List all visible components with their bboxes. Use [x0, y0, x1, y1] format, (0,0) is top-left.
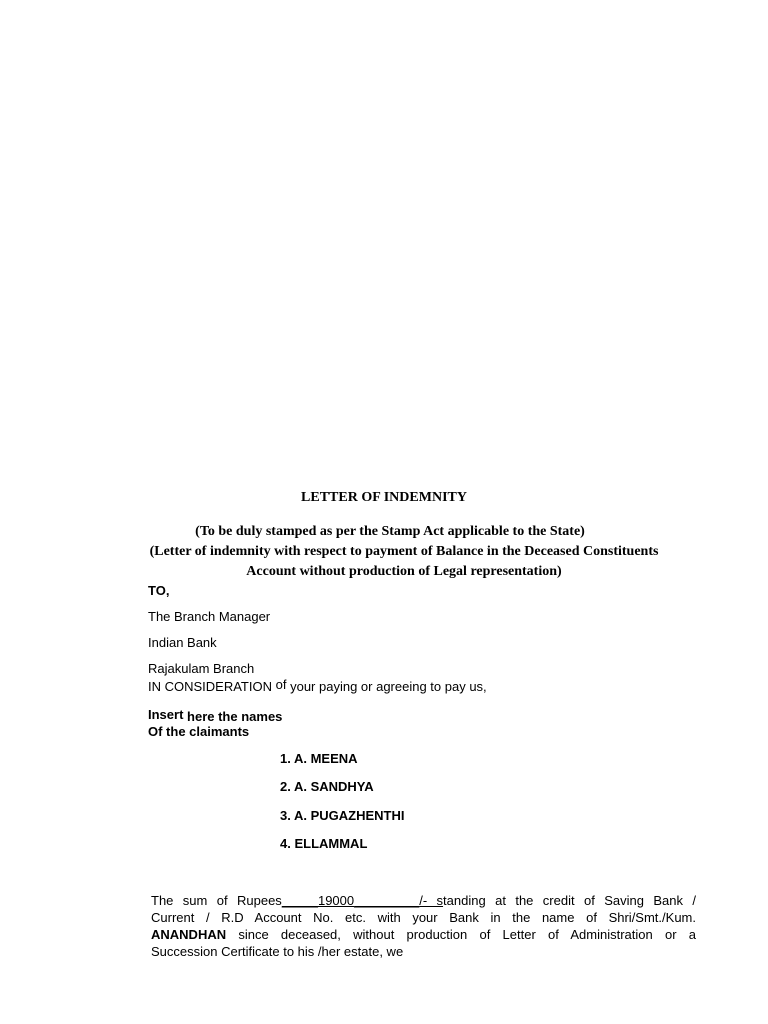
sum-label: The sum of Rupees	[151, 893, 282, 908]
instruction-line-2: Of the claimants	[148, 724, 250, 739]
paragraph-line-1	[151, 892, 696, 909]
document-subtitle-3: Account without production of Legal representation)	[246, 564, 562, 579]
instruction-insert: Insert	[148, 707, 184, 722]
paragraph-line-3-rest: since deceased, without production of Letter of Administration or a	[226, 927, 696, 942]
deceased-name: ANANDHAN	[151, 927, 227, 942]
amount-blank-before: _____	[281, 893, 318, 908]
document-subtitle-1: (To be duly stamped as per the Stamp Act applicable to the State)	[195, 524, 585, 539]
addressee-line-2: Indian Bank	[148, 635, 217, 650]
amount-value: 19000	[317, 893, 355, 908]
instruction-line-1	[148, 707, 282, 722]
indemnity-paragraph	[151, 892, 696, 960]
consideration-lead: IN CONSIDERATION	[148, 679, 272, 694]
addressee-line-3: Rajakulam Branch	[148, 661, 255, 676]
sum-rest: tanding at the credit of Saving Bank /	[443, 893, 697, 908]
claimant-item: 1. A. MEENA	[280, 751, 358, 766]
consideration-line	[148, 679, 487, 694]
consideration-rest: your paying or agreeing to pay us,	[290, 679, 487, 694]
document-title: LETTER OF INDEMNITY	[301, 490, 467, 505]
claimant-item: 4. ELLAMMAL	[280, 836, 368, 851]
consideration-of: of	[275, 677, 287, 692]
document-subtitle-2: (Letter of indemnity with respect to payment of Balance in the Deceased Constituents	[149, 544, 659, 559]
amount-blank-after: _________	[354, 893, 420, 908]
claimant-item: 2. A. SANDHYA	[280, 779, 374, 794]
claimant-item: 3. A. PUGAZHENTHI	[280, 808, 405, 823]
instruction-here-names: here the names	[187, 709, 283, 724]
addressee-line-1: The Branch Manager	[148, 609, 271, 624]
amount-suffix: /- s	[419, 893, 444, 908]
paragraph-line-2: Current / R.D Account No. etc. with your Bank in the name of Shri/Smt./Kum.	[151, 910, 696, 925]
addressee-to: TO,	[148, 583, 170, 598]
paragraph-line-4: Succession Certificate to his /her estate, we	[151, 944, 404, 959]
paragraph-line-3	[151, 926, 696, 943]
